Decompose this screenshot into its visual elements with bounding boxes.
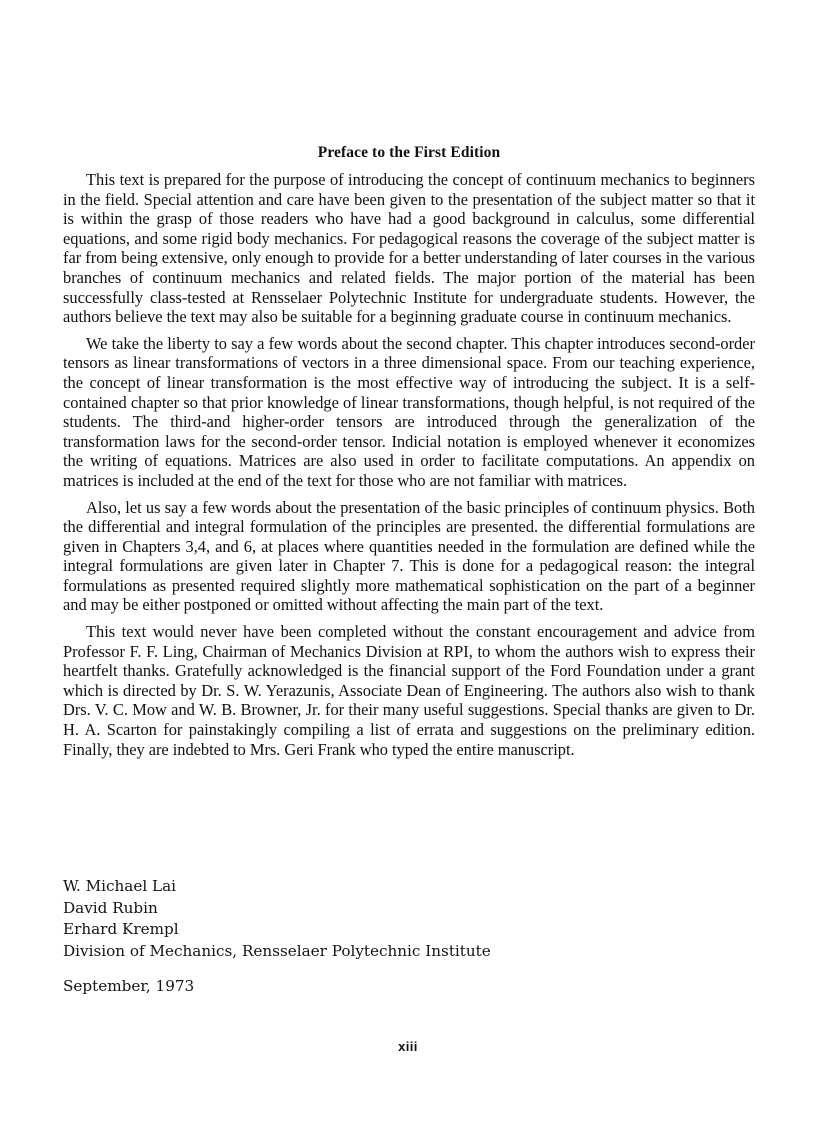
author-name-krempl: Erhard Krempl — [63, 920, 179, 939]
page-number: xiii — [398, 1039, 418, 1054]
paragraph-second-chapter: We take the liberty to say a few words about the second chapter. This chapter introduces second-order tensors as linear transformations of vectors in a three dimensional space. From our teaching experience, the concept of linear transformation is the most effective way of introducing the subject. It is a self-contained chapter so that prior knowledge of linear transformations, though helpful, is not required of the students. The third-and higher-order tensors are introduced through the generalization of the transformation laws for the second-order tensor. Indicial notation is employed whenever it economizes the writing of equations. Matrices are also used in order to facilitate computations. An appendix on matrices is included at the end of the text for those who are not familiar with matrices. — [63, 333, 755, 490]
signature-block — [63, 876, 663, 998]
paragraph-basic-principles: Also, let us say a few words about the presentation of the basic principles of continuum physics. Both the differential and integral formulation of the principles are presented. the differential formulations are given in Chapters 3,4, and 6, at places where quantities needed in the formulation are defined while the integral formulations are given later in Chapter 7. This is done for a pedagogical reason: the integral formulations as presented required slightly more mathematical sophistication on the part of a beginner and may be either postponed or omitted without affecting the main part of the text. — [63, 497, 755, 615]
page-title: Preface to the First Edition — [317, 144, 501, 161]
page-text-block — [63, 143, 755, 759]
signature-date: September, 1973 — [63, 977, 195, 996]
author-name-lai: W. Michael Lai — [63, 877, 177, 895]
paragraph-intro-purpose: This text is prepared for the purpose of introducing the concept of continuum mechanics to beginners in the field. Special attention and care have been given to the presentation of the subject matter so that it is within the grasp of those readers who have had a good background in calculus, some differential equations, and some rigid body mechanics. For pedagogical reasons the coverage of the subject matter is far from being extensive, only enough to provide for a better understanding of later courses in the various branches of continuum mechanics and related fields. The major portion of the material has been successfully class-tested at Rensselaer Polytechnic Institute for undergraduate students. However, the authors believe the text may also be suitable for a beginning graduate course in continuum mechanics. — [63, 170, 755, 327]
paragraph-acknowledgments: This text would never have been completed without the constant encouragement and advice from Professor F. F. Ling, Chairman of Mechanics Division at RPI, to whom the authors wish to express their heartfelt thanks. Gratefully acknowledged is the financial support of the Ford Foundation under a grant which is directed by Dr. S. W. Yerazunis, Associate Dean of Engineering. The authors also wish to thank Drs. V. C. Mow and W. B. Browner, Jr. for their many useful suggestions. Special thanks are given to Dr. H. A. Scarton for painstakingly compiling a list of errata and suggestions on the preliminary edition. Finally, they are indebted to Mrs. Geri Frank who typed the entire manuscript. — [63, 622, 755, 759]
author-name-rubin: David Rubin — [63, 898, 158, 917]
author-affiliation: Division of Mechanics, Rensselaer Polytechnic Institute — [63, 941, 491, 960]
